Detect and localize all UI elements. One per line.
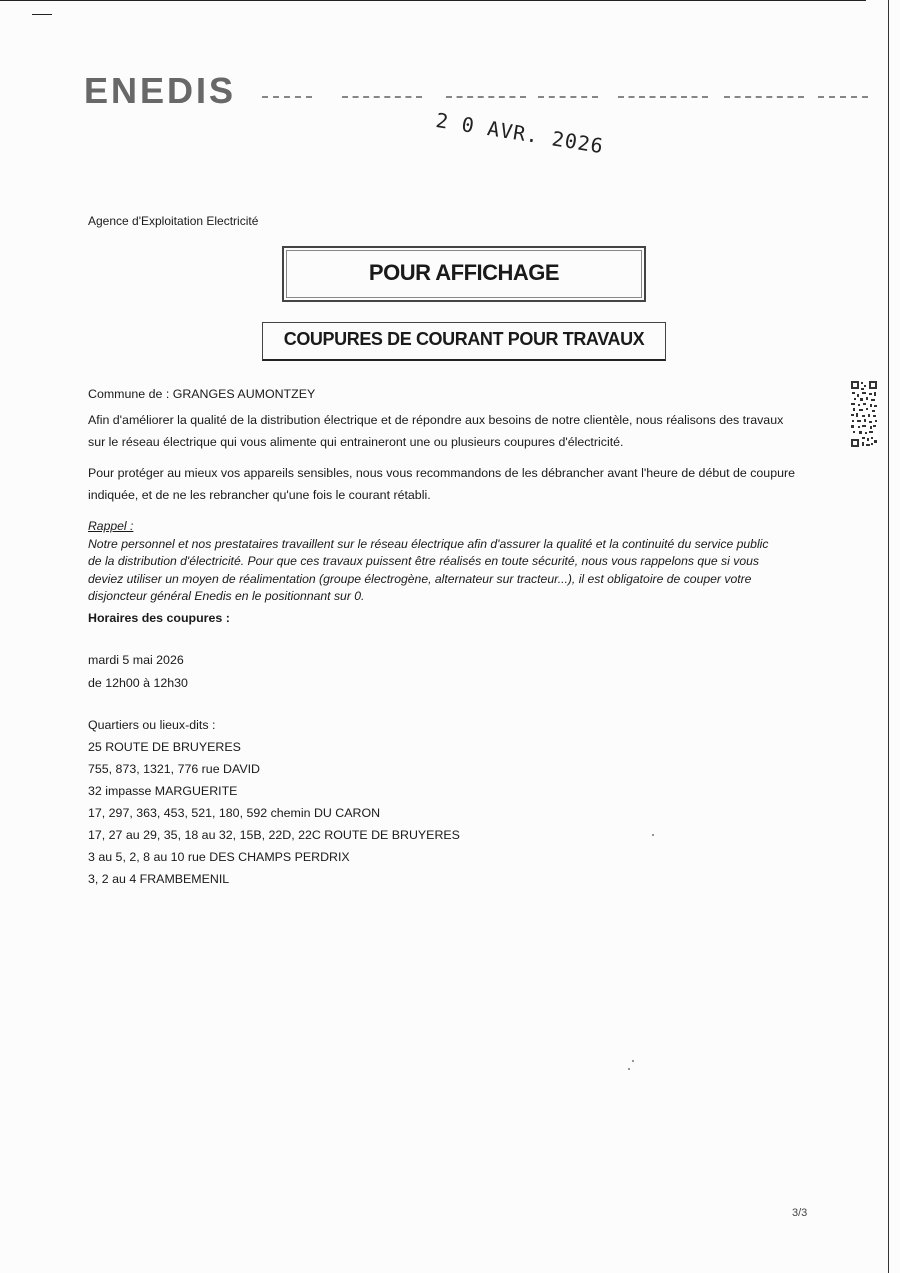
paragraph-1-line-2: sur le réseau électrique qui vous alimente qui entraineront une ou plusieurs coupures d'électricité. [88, 435, 624, 449]
commune-line: Commune de : GRANGES AUMONTZEY [88, 387, 316, 401]
header-rule [724, 96, 804, 100]
scan-speck [652, 834, 654, 836]
page-edge-top [0, 0, 866, 3]
schedule-heading: Horaires des coupures : [88, 611, 230, 625]
location-item: 32 impasse MARGUERITE [88, 784, 238, 798]
location-item: 3, 2 au 4 FRAMBEMENIL [88, 872, 230, 886]
header-rule [618, 96, 708, 100]
main-title: POUR AFFICHAGE [368, 260, 560, 285]
locations-heading: Quartiers ou lieux-dits : [88, 718, 216, 732]
date-stamp: 2 0 AVR. 2026 [434, 108, 606, 159]
scan-mark [32, 14, 52, 15]
header-rule [446, 96, 526, 100]
location-item: 3 au 5, 2, 8 au 10 rue DES CHAMPS PERDRIX [88, 850, 350, 864]
location-item: 17, 27 au 29, 35, 18 au 32, 15B, 22D, 22C ROUTE DE BRUYERES [88, 828, 460, 842]
scan-speck [632, 1060, 634, 1062]
paragraph-1-line-1: Afin d'améliorer la qualité de la distribution électrique et de répondre aux besoins de notre clientèle, nous réalisons des travaux [88, 413, 784, 427]
location-item: 17, 297, 363, 453, 521, 180, 592 chemin DU CARON [88, 806, 381, 820]
subtitle-box [262, 322, 666, 361]
header-rule [818, 96, 868, 100]
subtitle: COUPURES DE COURANT POUR TRAVAUX [283, 329, 645, 349]
rappel-block [88, 518, 818, 606]
page-edge-right [888, 0, 889, 1273]
scan-speck [628, 1068, 630, 1070]
page-number: 3/3 [792, 1207, 808, 1219]
rappel-line: Notre personnel et nos prestataires travaillent sur le réseau électrique afin d'assurer la qualité et la continuité du service public [88, 536, 769, 551]
location-item: 25 ROUTE DE BRUYERES [88, 740, 241, 754]
header-rule [342, 96, 422, 100]
rappel-label: Rappel : [88, 519, 134, 533]
schedule-date: mardi 5 mai 2026 [88, 653, 184, 667]
rappel-line: deviez utiliser un moyen de réalimentation (groupe électrogène, alternateur sur tracteur...), il est obligatoire de couper votre [88, 571, 752, 586]
header-rule [262, 96, 312, 100]
schedule-time: de 12h00 à 12h30 [88, 676, 188, 690]
main-title-box [282, 246, 646, 302]
qr-code-icon [850, 380, 878, 448]
agency-name: Agence d'Exploitation Electricité [88, 214, 259, 228]
enedis-logo: ENEDIS [84, 70, 237, 111]
paragraph-2-line-1: Pour protéger au mieux vos appareils sensibles, nous vous recommandons de les débrancher avant l'heure de début de coupure [88, 466, 795, 480]
rappel-line: disjoncteur général Enedis en le positionnant sur 0. [88, 589, 365, 603]
paragraph-2-line-2: indiquée, et de ne les rebrancher qu'une fois le courant rétabli. [88, 488, 431, 502]
location-item: 755, 873, 1321, 776 rue DAVID [88, 762, 260, 776]
header-rule [538, 96, 598, 100]
rappel-line: de la distribution d'électricité. Pour que ces travaux puissent être réalisés en toute sécurité, nous vous rappelons que si vous [88, 554, 759, 568]
